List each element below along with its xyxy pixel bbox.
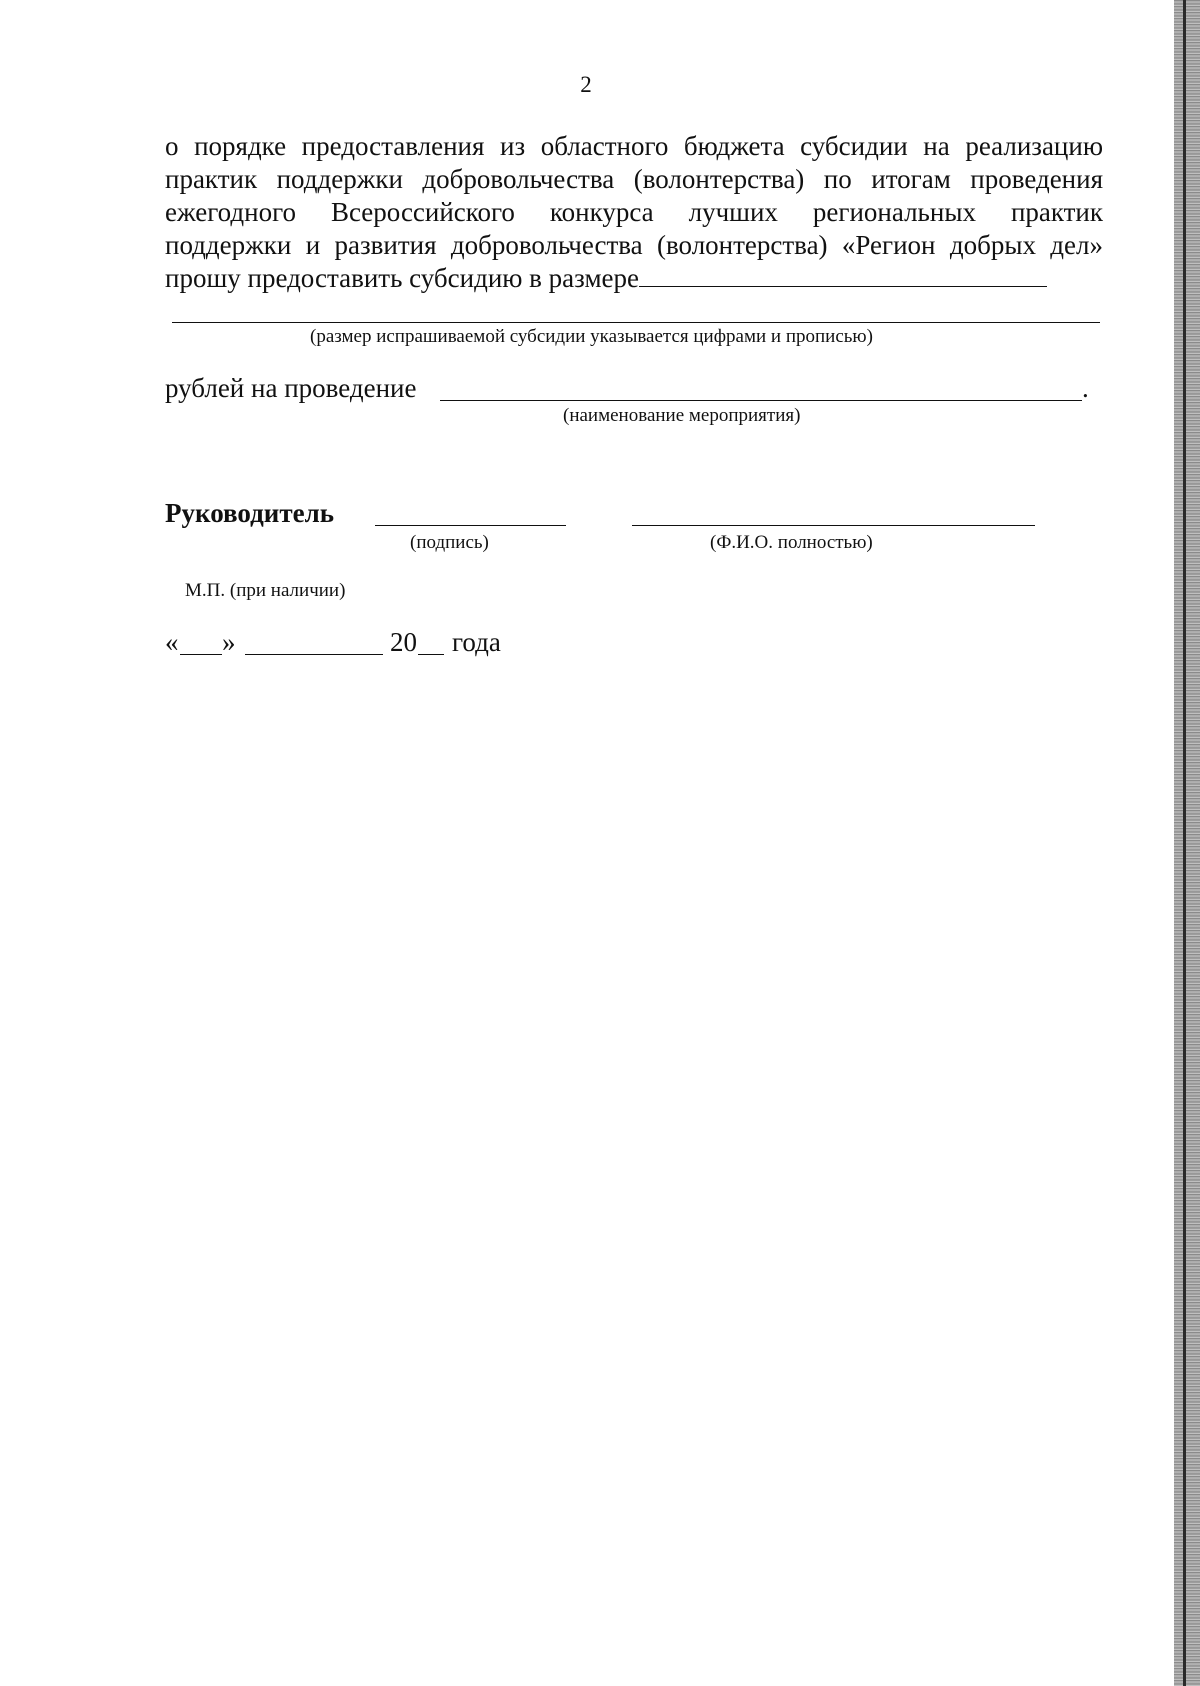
page-number: 2 [580,72,592,97]
subsidy-amount-blank[interactable] [639,285,1047,287]
subsidy-amount-rule[interactable] [172,322,1100,323]
event-name-blank[interactable] [440,400,1082,401]
event-end-mark: . [1082,373,1089,403]
event-label: рублей на проведение [165,373,417,403]
date-year-blank[interactable] [418,654,444,655]
subsidy-request-text: прошу предоставить субсидию в размере [165,263,640,293]
event-name-caption: (наименование мероприятия) [563,405,801,426]
signature-caption: (подпись) [410,532,489,553]
date-month-blank[interactable] [245,654,383,655]
paragraph-line-3: ежегодного Всероссийского конкурса лучших региональных практик [165,197,1103,227]
full-name-caption: (Ф.И.О. полностью) [710,532,873,553]
paragraph-line-2: практик поддержки добровольчества (волонтерства) по итогам проведения [165,164,1103,194]
paragraph-line-5 [165,262,1103,295]
subsidy-amount-caption: (размер испрашиваемой субсидии указывается цифрами и прописью) [310,326,873,347]
date-close-quote: » [222,627,236,657]
date-day-blank[interactable] [180,654,222,655]
date-year-suffix: года [452,627,501,657]
paragraph-line-4: поддержки и развития добровольчества (волонтерства) «Регион добрых дел» [165,230,1103,260]
head-title: Руководитель [165,498,335,528]
signature-blank[interactable] [375,525,566,526]
seal-note: М.П. (при наличии) [185,580,346,601]
paragraph-line-1: о порядке предоставления из областного бюджета субсидии на реализацию [165,131,1103,161]
date-open-quote: « [165,627,179,657]
application-paragraph [165,130,1103,295]
scan-edge [1174,0,1200,1686]
date-year-prefix: 20 [390,627,417,657]
full-name-blank[interactable] [632,525,1035,526]
scan-edge-line [1183,0,1186,1686]
